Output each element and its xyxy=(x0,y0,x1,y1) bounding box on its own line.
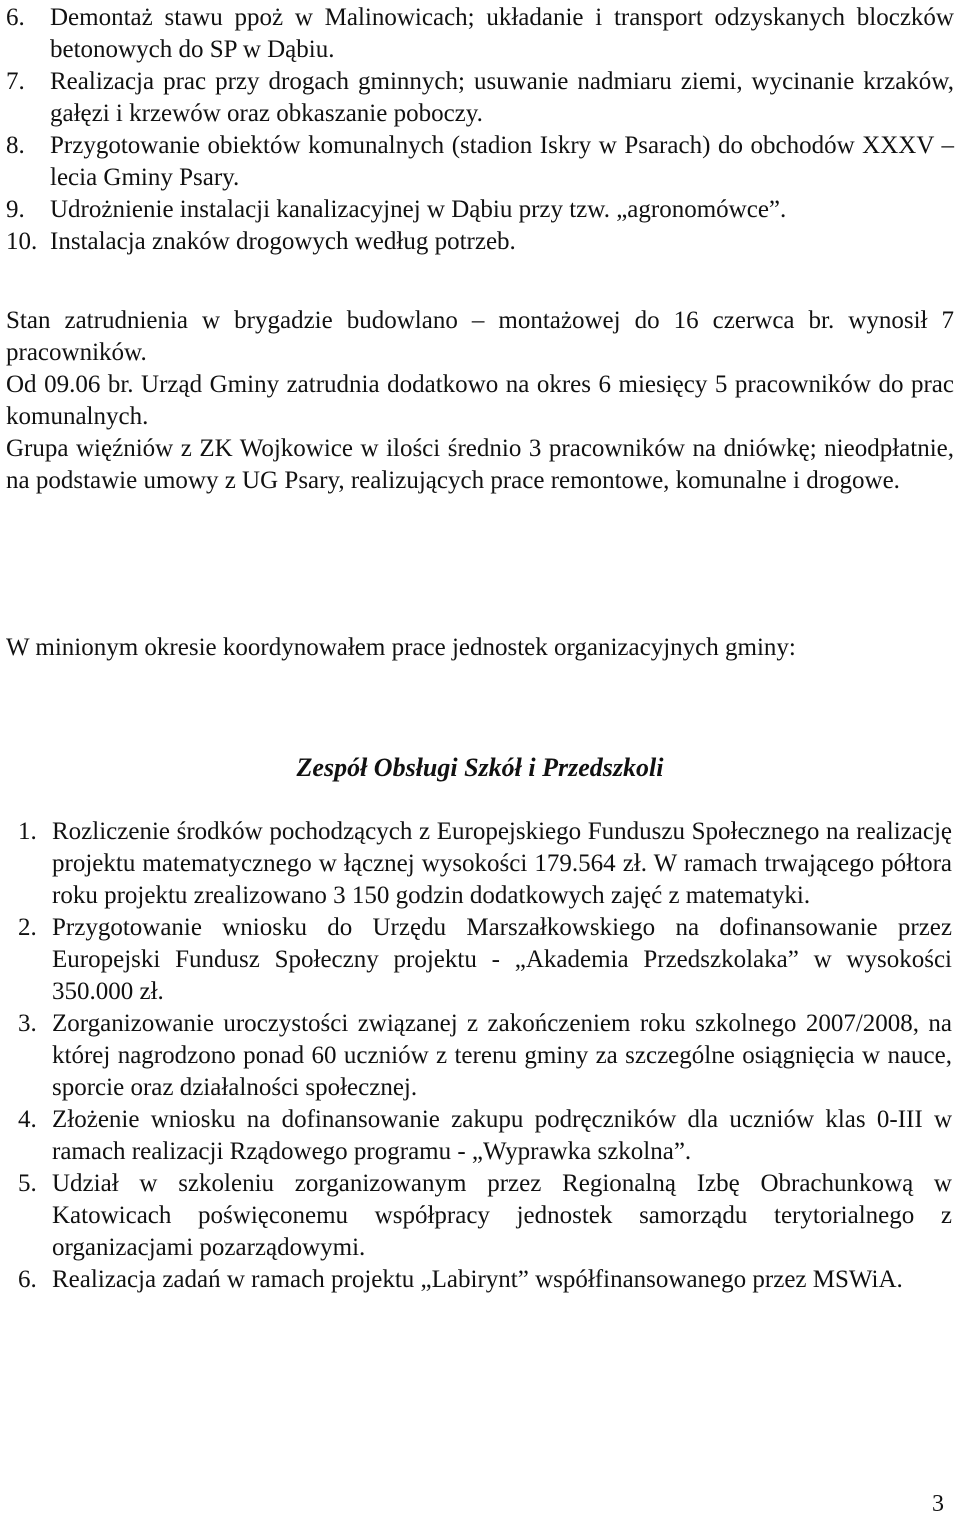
list-item xyxy=(18,816,952,912)
list-item-text: Rozliczenie środków pochodzących z Europejskiego Funduszu Społecznego na realizację projektu matematycznego w łącznej wysokości 179.564 zł. W ramach trwającego półtora roku projektu zrealizowano 3 150 godzin dodatkowych zajęć z matematyki. xyxy=(52,818,952,909)
list-item-text: Przygotowanie wniosku do Urzędu Marszałkowskiego na dofinansowanie przez Europejski Fundusz Społeczny projektu - „Akademia Przedszkolaka” w wysokości 350.000 zł. xyxy=(52,914,952,1005)
list-item-number: 3. xyxy=(18,1010,37,1037)
list-item-text: Udział w szkoleniu zorganizowanym przez Regionalną Izbę Obrachunkową w Katowicach poświęconemu współpracy jednostek samorządu terytorialnego z organizacjami pozarządowymi. xyxy=(52,1170,952,1261)
list-item-number: 2. xyxy=(18,914,37,941)
zsip-tasks-list xyxy=(18,816,952,1296)
list-item-text: Demontaż stawu ppoż w Malinowicach; układanie i transport odzyskanych bloczków betonowych do SP w Dąbiu. xyxy=(50,4,954,63)
coordination-intro: W minionym okresie koordynowałem prace jednostek organizacyjnych gminy: xyxy=(6,634,796,661)
list-item xyxy=(18,1168,952,1264)
list-item xyxy=(18,912,952,1008)
employment-paragraph: Grupa więźniów z ZK Wojkowice w ilości średnio 3 pracowników na dniówkę; nieodpłatnie, na podstawie umowy z UG Psary, realizujących prace remontowe, komunalne i drogowe. xyxy=(6,435,954,494)
list-item xyxy=(6,194,954,226)
list-item-text: Realizacja prac przy drogach gminnych; usuwanie nadmiaru ziemi, wycinanie krzaków, gałęzi i krzewów oraz obkaszanie poboczy. xyxy=(50,68,954,127)
list-item xyxy=(18,1104,952,1168)
list-item-text: Złożenie wniosku na dofinansowanie zakupu podręczników dla uczniów klas 0-III w ramach realizacji Rządowego programu - „Wyprawka szkolna”. xyxy=(52,1106,952,1165)
list-item xyxy=(6,226,954,258)
list-item-number: 8. xyxy=(6,132,25,159)
section-title: Zespół Obsługi Szkół i Przedszkoli xyxy=(296,753,664,782)
employment-paragraph: Stan zatrudnienia w brygadzie budowlano – montażowej do 16 czerwca br. wynosił 7 pracowników. xyxy=(6,307,954,366)
list-item-number: 4. xyxy=(18,1106,37,1133)
list-item-text: Zorganizowanie uroczystości związanej z zakończeniem roku szkolnego 2007/2008, na której nagrodzono ponad 60 uczniów z terenu gminy za szczególne osiągnięcia w nauce, sporcie oraz działalności społecznej. xyxy=(52,1010,952,1101)
list-item xyxy=(6,2,954,66)
list-item-text: Realizacja zadań w ramach projektu „Labirynt” współfinansowanego przez MSWiA. xyxy=(52,1266,903,1293)
list-item xyxy=(6,130,954,194)
list-item-number: 9. xyxy=(6,196,25,223)
list-item-text: Instalacja znaków drogowych według potrzeb. xyxy=(50,228,516,255)
list-item-number: 5. xyxy=(18,1170,37,1197)
list-item xyxy=(18,1008,952,1104)
list-item-text: Udrożnienie instalacji kanalizacyjnej w Dąbiu przy tzw. „agronomówce”. xyxy=(50,196,787,223)
list-item xyxy=(18,1264,952,1296)
list-item-number: 1. xyxy=(18,818,37,845)
employment-section xyxy=(6,305,954,497)
list-item xyxy=(6,66,954,130)
list-item-number: 7. xyxy=(6,68,25,95)
list-item-number: 10. xyxy=(6,228,38,255)
page-number: 3 xyxy=(932,1491,944,1517)
employment-paragraph: Od 09.06 br. Urząd Gminy zatrudnia dodatkowo na okres 6 miesięcy 5 pracowników do prac komunalnych. xyxy=(6,371,954,430)
list-item-text: Przygotowanie obiektów komunalnych (stadion Iskry w Psarach) do obchodów XXXV – lecia Gminy Psary. xyxy=(50,132,954,191)
list-item-number: 6. xyxy=(18,1266,37,1293)
works-list xyxy=(6,2,954,258)
list-item-number: 6. xyxy=(6,4,25,31)
